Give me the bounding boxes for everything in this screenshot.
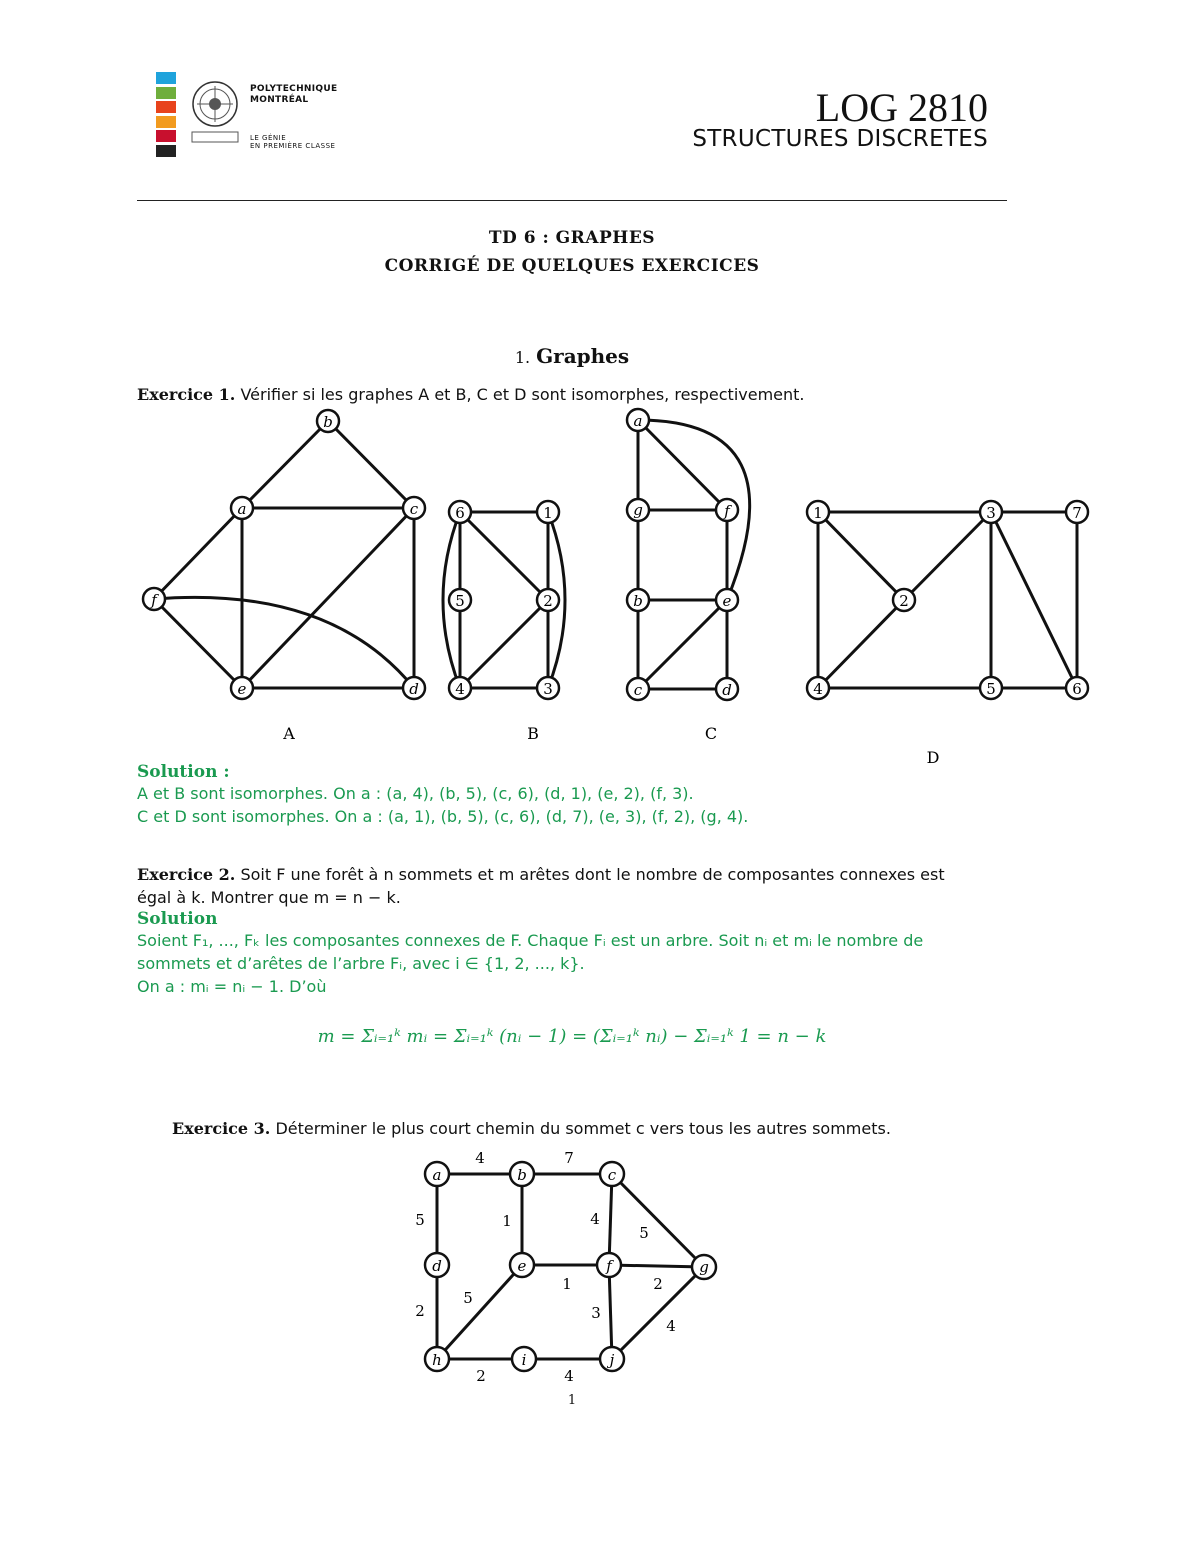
- logo-line1: POLYTECHNIQUE: [250, 84, 338, 94]
- svg-text:a: a: [432, 1166, 442, 1184]
- logo-bar: [156, 72, 176, 84]
- vertex-D-5: [980, 677, 1002, 699]
- weight-hi: 2: [476, 1367, 486, 1385]
- vertex-a: [425, 1162, 449, 1186]
- logo-color-bars: [156, 72, 176, 159]
- svg-text:b: b: [323, 413, 333, 431]
- ex3-statement: [172, 1117, 891, 1140]
- svg-text:c: c: [633, 681, 643, 699]
- svg-text:5: 5: [986, 680, 996, 698]
- vertex-D-4: [807, 677, 829, 699]
- svg-text:f: f: [606, 1257, 612, 1275]
- weight-ad: 5: [415, 1211, 425, 1229]
- logo-bar: [156, 116, 176, 128]
- svg-text:1: 1: [813, 504, 823, 522]
- edge-B-6-2: [460, 512, 548, 600]
- vertex-D-7: [1066, 501, 1088, 523]
- svg-text:1: 1: [543, 504, 553, 522]
- graph-C-label: C: [704, 724, 718, 743]
- svg-text:c: c: [607, 1166, 617, 1184]
- edge-D-3-6: [991, 512, 1077, 688]
- edge-C-e-c: [638, 600, 727, 689]
- course-code: LOG 2810: [815, 85, 988, 130]
- svg-text:g: g: [633, 501, 643, 519]
- vertex-A-e: [231, 677, 253, 699]
- svg-text:a: a: [237, 500, 247, 518]
- vertex-D-6: [1066, 677, 1088, 699]
- header-rule: [137, 200, 1007, 201]
- svg-text:i: i: [521, 1351, 527, 1369]
- ex2-solution-label: Solution: [137, 909, 218, 929]
- svg-text:f: f: [724, 502, 730, 520]
- ex2-sol-line3: On a : mᵢ = nᵢ − 1. D’où: [137, 977, 327, 996]
- svg-text:e: e: [517, 1257, 527, 1275]
- ex2-sol-line1: Soient F₁, ..., Fₖ les composantes connexes de F. Chaque Fᵢ est un arbre. Soit nᵢ et mᵢ le nombre de: [137, 931, 924, 950]
- graph-C-nodes: [627, 409, 738, 700]
- vertex-A-b: [317, 410, 339, 432]
- svg-text:c: c: [409, 500, 419, 518]
- svg-text:b: b: [633, 592, 643, 610]
- logo-tag2: EN PREMIÈRE CLASSE: [250, 142, 336, 150]
- weight-fg: 2: [653, 1275, 663, 1293]
- logo-bar: [156, 87, 176, 99]
- graph-D-label: D: [926, 748, 940, 767]
- svg-text:6: 6: [1072, 680, 1082, 698]
- ex1-solution-line2: C et D sont isomorphes. On a : (a, 1), (b, 5), (c, 6), (d, 7), (e, 3), (f, 2), (g, 4).: [137, 807, 749, 826]
- vertex-C-f: [716, 499, 738, 521]
- section-heading: [0, 344, 1144, 368]
- weight-gj: 4: [666, 1317, 676, 1335]
- vertex-D-1: [807, 501, 829, 523]
- vertex-C-e: [716, 589, 738, 611]
- vertex-D-3: [980, 501, 1002, 523]
- weight-fj: 3: [591, 1304, 601, 1322]
- vertex-B-6: [449, 501, 471, 523]
- vertex-C-d: [716, 678, 738, 700]
- edge-D-2-4: [818, 600, 904, 688]
- logo-wordmark: [250, 84, 337, 106]
- ex2-line1: Soit F une forêt à n sommets et m arêtes dont le nombre de composantes connexes est: [240, 865, 945, 884]
- ex1-text: Vérifier si les graphes A et B, C et D sont isomorphes, respectivement.: [240, 385, 805, 404]
- svg-text:6: 6: [455, 504, 465, 522]
- logo-bar: [156, 130, 176, 142]
- svg-text:d: d: [722, 681, 732, 699]
- course-name: STRUCTURES DISCRETES: [692, 126, 988, 152]
- graph-A-label: A: [283, 724, 295, 743]
- edge-C-a-f: [638, 420, 727, 510]
- vertex-C-g: [627, 499, 649, 521]
- vertex-A-f: [143, 588, 165, 610]
- vertex-A-a: [231, 497, 253, 519]
- svg-text:f: f: [151, 591, 157, 609]
- section-name: Graphes: [536, 344, 630, 368]
- weight-cg: 5: [639, 1224, 649, 1242]
- edge-A-b-a: [242, 421, 328, 508]
- vertex-B-4: [449, 677, 471, 699]
- graph-B-label: B: [527, 724, 539, 743]
- vertex-c: [600, 1162, 624, 1186]
- graph-B-nodes: [449, 501, 559, 699]
- ex2-statement: [137, 863, 1007, 909]
- logo-line2: MONTRÉAL: [250, 95, 309, 105]
- weight-be: 1: [502, 1212, 512, 1230]
- graph-D-nodes: [807, 501, 1088, 699]
- vertex-C-a: [627, 409, 649, 431]
- ex1-solution: [137, 762, 748, 828]
- svg-text:5: 5: [455, 592, 465, 610]
- edge-D-1-2: [818, 512, 904, 600]
- edge-B-2-4: [460, 600, 548, 688]
- edge-cf: [609, 1174, 612, 1265]
- edge-fj: [609, 1265, 612, 1359]
- vertex-B-2: [537, 589, 559, 611]
- svg-text:2: 2: [543, 592, 553, 610]
- svg-text:3: 3: [986, 504, 996, 522]
- section-number: 1.: [514, 348, 531, 367]
- svg-text:e: e: [237, 680, 247, 698]
- ex1-graphs: [0, 400, 1200, 780]
- vertex-A-c: [403, 497, 425, 519]
- svg-text:3: 3: [543, 680, 553, 698]
- ex2-formula: m = Σᵢ₌₁ᵏ mᵢ = Σᵢ₌₁ᵏ (nᵢ − 1) = (Σᵢ₌₁ᵏ nᵢ) − Σᵢ₌₁ᵏ 1 = n − k: [317, 1026, 827, 1047]
- logo-bar: [156, 101, 176, 113]
- vertex-i: [512, 1347, 536, 1371]
- vertex-e: [510, 1253, 534, 1277]
- doc-title-line1: TD 6 : GRAPHES: [488, 228, 656, 248]
- weight-dh: 2: [415, 1302, 425, 1320]
- edge-fg: [609, 1265, 704, 1267]
- svg-text:b: b: [517, 1166, 527, 1184]
- vertex-C-b: [627, 589, 649, 611]
- logo-bar: [156, 145, 176, 157]
- edge-A-b-c: [328, 421, 414, 508]
- vertex-B-5: [449, 589, 471, 611]
- vertex-B-1: [537, 501, 559, 523]
- edge-eh: [437, 1265, 522, 1359]
- svg-text:2: 2: [899, 592, 909, 610]
- vertex-g: [692, 1255, 716, 1279]
- edge-cg: [612, 1174, 704, 1267]
- ex2-label: Exercice 2.: [137, 865, 236, 884]
- svg-text:g: g: [699, 1258, 709, 1276]
- vertex-B-3: [537, 677, 559, 699]
- svg-text:d: d: [432, 1257, 442, 1275]
- svg-text:e: e: [722, 592, 732, 610]
- svg-text:a: a: [633, 412, 643, 430]
- vertex-f: [597, 1253, 621, 1277]
- vertex-D-2: [893, 589, 915, 611]
- vertex-j: [600, 1347, 624, 1371]
- edge-A-a-f: [154, 508, 242, 599]
- weight-cf: 4: [590, 1210, 600, 1228]
- svg-text:j: j: [609, 1351, 615, 1369]
- ex2-line2: égal à k. Montrer que m = n − k.: [137, 888, 401, 907]
- svg-text:h: h: [432, 1351, 442, 1369]
- weight-bc: 7: [564, 1149, 574, 1167]
- vertex-d: [425, 1253, 449, 1277]
- page-number: 1: [567, 1393, 577, 1408]
- svg-text:4: 4: [813, 680, 823, 698]
- weight-ab: 4: [475, 1149, 485, 1167]
- svg-text:7: 7: [1072, 504, 1082, 522]
- vertex-A-d: [403, 677, 425, 699]
- ex3-text: Déterminer le plus court chemin du sommet c vers tous les autres sommets.: [275, 1119, 891, 1138]
- ex1-label: Exercice 1.: [137, 385, 236, 404]
- ex1-solution-label: Solution :: [137, 762, 230, 782]
- logo-tagline: [250, 134, 335, 150]
- vertex-C-c: [627, 678, 649, 700]
- logo-tag1: LE GÉNIE: [250, 134, 287, 142]
- ex3-weighted-graph: [0, 1140, 1200, 1390]
- ex3-label: Exercice 3.: [172, 1119, 271, 1138]
- weight-eh: 5: [463, 1289, 473, 1307]
- weight-ef: 1: [562, 1275, 572, 1293]
- vertex-h: [425, 1347, 449, 1371]
- doc-title-line2: CORRIGÉ DE QUELQUES EXERCICES: [384, 256, 760, 276]
- ex1-solution-line1: A et B sont isomorphes. On a : (a, 4), (b, 5), (c, 6), (d, 1), (e, 2), (f, 3).: [137, 784, 694, 803]
- vertex-b: [510, 1162, 534, 1186]
- svg-text:4: 4: [455, 680, 465, 698]
- logo-seal-icon: [190, 78, 242, 148]
- weight-ij: 4: [564, 1367, 574, 1385]
- svg-text:d: d: [409, 680, 419, 698]
- edge-D-3-2: [904, 512, 991, 600]
- ex2-sol-line2: sommets et d’arêtes de l’arbre Fᵢ, avec i ∈ {1, 2, ..., k}.: [137, 954, 585, 973]
- edge-A-f-e: [154, 599, 242, 688]
- ex2-solution: [137, 909, 1017, 998]
